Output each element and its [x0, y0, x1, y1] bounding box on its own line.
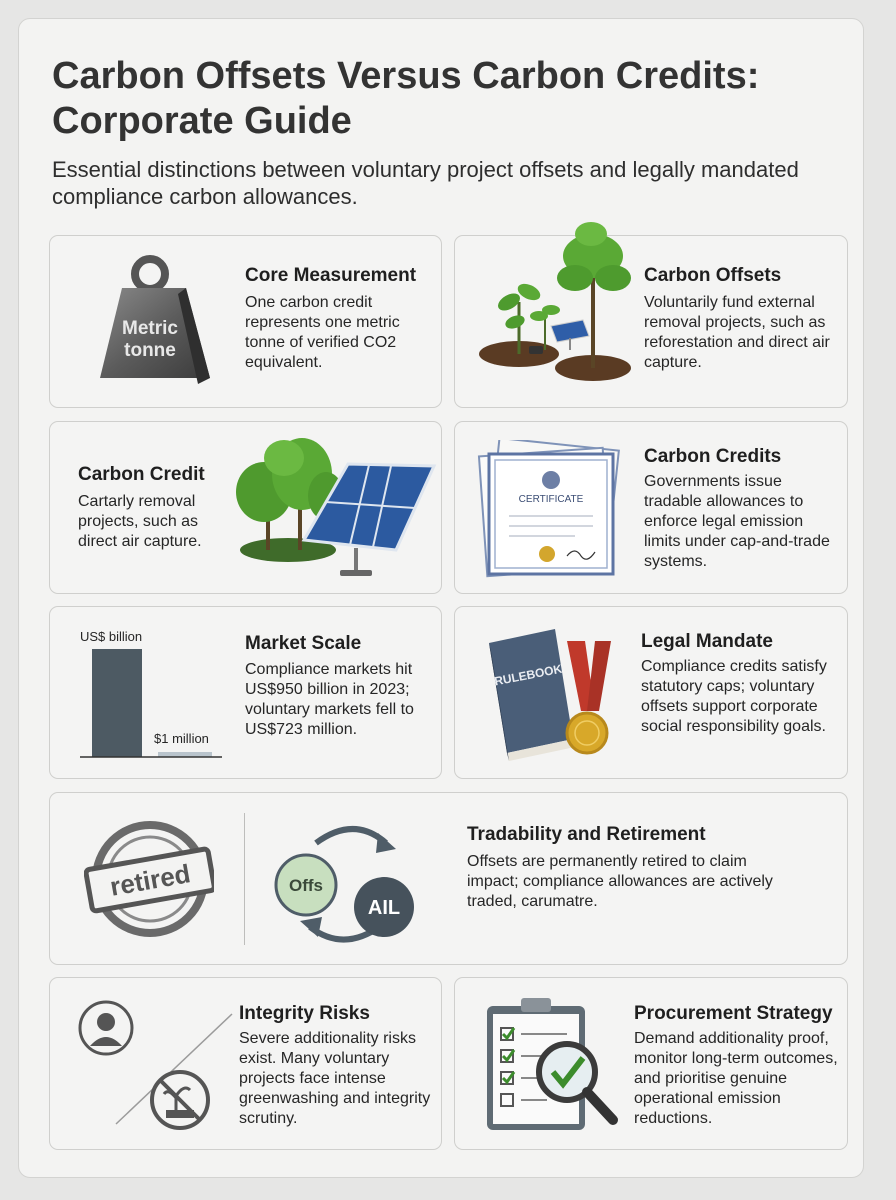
bar-compliance [92, 649, 142, 757]
card-title: Tradability and Retirement [467, 824, 706, 845]
card-core-measurement [49, 235, 442, 408]
certificate-icon [475, 440, 625, 580]
card-integrity-risks [49, 977, 442, 1150]
retired-stamp-icon [84, 817, 214, 941]
card-procurement-strategy [454, 977, 848, 1150]
trees-and-solar-panel-icon [228, 426, 438, 591]
card-tradability-retirement [49, 792, 848, 965]
card-title: Carbon Offsets [644, 265, 782, 286]
card-carbon-offsets [454, 235, 848, 408]
card-body: Cartarly removal projects, such as direct air capture. [78, 493, 202, 550]
card-body: Governments issue tradable allowances to enforce legal emission limits under cap-and-trade systems. [644, 473, 830, 570]
card-carbon-credits [454, 421, 848, 594]
card-legal-mandate [454, 606, 848, 779]
card-body: Compliance markets hit US$950 billion in 2023; voluntary markets fell to US$723 million. [245, 661, 414, 738]
card-title: Integrity Risks [239, 1003, 370, 1024]
card-title: Carbon Credit [78, 464, 205, 485]
seedlings-and-solar-icon [471, 222, 641, 400]
bar-label-large: US$ billion [80, 629, 143, 644]
card-body: One carbon credit represents one metric tonne of verified CO2 equivalent. [245, 294, 400, 371]
card-body: Severe additionality risks exist. Many voluntary projects face intense greenwashing and integrity scrutiny. [239, 1030, 431, 1127]
offset-allowance-cycle-icon [264, 813, 434, 948]
stamp-label: retired [107, 858, 193, 902]
market-scale-bar-chart [72, 621, 232, 771]
page-subtitle: Essential distinctions between voluntary project offsets and legally mandated compliance carbon allowances. [52, 157, 799, 209]
weight-label-tonne: tonne [124, 340, 176, 361]
card-body: Compliance credits satisfy statutory caps; voluntary offsets support corporate social responsibility goals. [641, 658, 827, 735]
card-body: Voluntarily fund external removal projects, such as reforestation and direct air capture. [644, 294, 830, 371]
card-title: Core Measurement [245, 265, 417, 286]
all-label: AIL [367, 897, 401, 919]
card-title: Procurement Strategy [634, 1003, 833, 1024]
rulebook-and-medal-icon [475, 621, 625, 767]
card-body: Demand additionality proof, monitor long-term outcomes, and prioritise genuine operational emission reductions. [634, 1030, 838, 1127]
weight-label-metric: Metric [122, 318, 178, 339]
certificate-label: CERTIFICATE [518, 494, 584, 505]
no-greenwashing-icon [146, 1066, 214, 1134]
divider [244, 813, 245, 945]
card-title: Market Scale [245, 633, 362, 654]
metric-tonne-weight-icon [94, 254, 222, 394]
card-body: Offsets are permanently retired to claim impact; compliance allowances are actively traded, carumatre. [467, 853, 773, 910]
offs-label: Offs [289, 876, 323, 895]
bar-label-small: $1 million [154, 731, 209, 746]
checklist-magnifier-icon [481, 992, 625, 1138]
card-title: Carbon Credits [644, 446, 782, 467]
card-title: Legal Mandate [641, 631, 773, 652]
book-label: RULEBOOK [493, 661, 564, 689]
card-carbon-credit [49, 421, 442, 594]
page-title: Carbon Offsets Versus Carbon Credits: Corporate Guide [52, 55, 760, 142]
card-market-scale [49, 606, 442, 779]
